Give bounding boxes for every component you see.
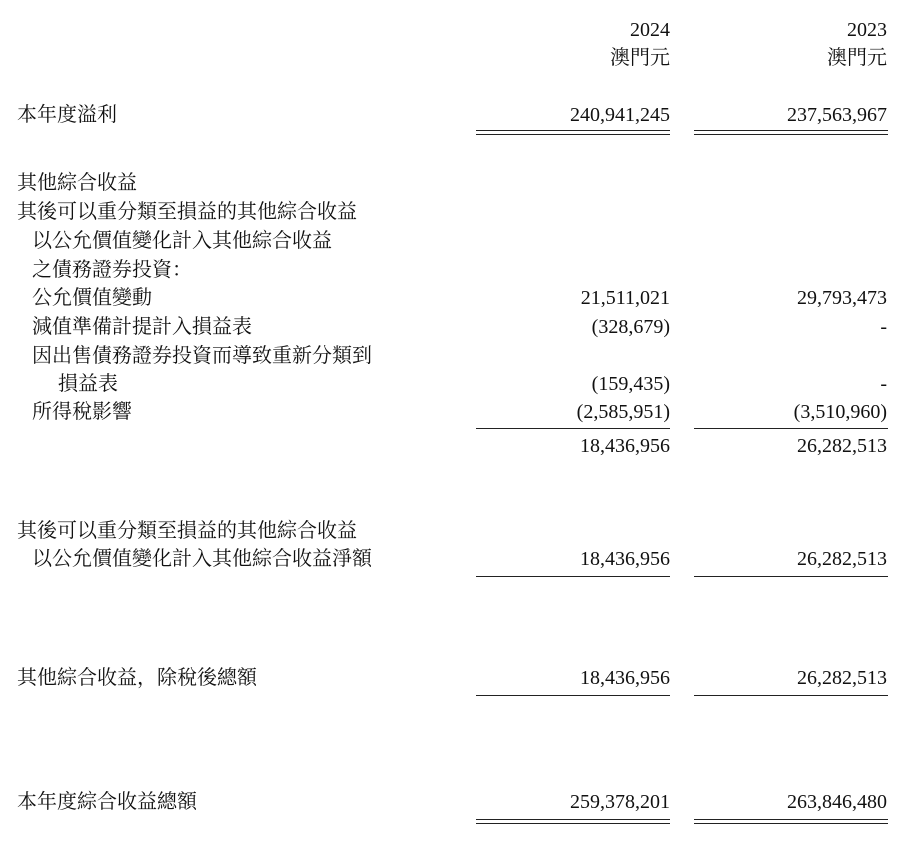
profit-rule-2023-b: [694, 134, 888, 135]
col-2023-unit: 澳門元: [827, 47, 887, 69]
oci-net-tax-2023: 26,282,513: [797, 667, 887, 689]
fv-change-2024: 21,511,021: [580, 287, 670, 309]
tax-2023: (3,510,960): [793, 401, 887, 423]
reclass-title: 其後可以重分類至損益的其他綜合收益: [17, 201, 357, 223]
total-ci-2024: 259,378,201: [570, 791, 670, 813]
reclass-sale-2023: -: [880, 373, 887, 395]
oci-net-tax-label: 其他綜合收益，除稅後總額: [17, 667, 257, 689]
subtotal-2024: 18,436,956: [580, 435, 670, 457]
profit-rule-2024-b: [476, 134, 670, 135]
net-reclass-label: 以公允價值變化計入其他綜合收益淨額: [32, 548, 372, 570]
oci-net-tax-2024: 18,436,956: [580, 667, 670, 689]
fvoci-line1: 以公允價值變化計入其他綜合收益: [32, 230, 332, 252]
total-ci-label: 本年度綜合收益總額: [17, 791, 197, 813]
col-2024-year: 2024: [630, 19, 670, 41]
impairment-label: 減值準備計提計入損益表: [32, 316, 252, 338]
fvoci-line2: 之債務證券投資：: [32, 259, 192, 281]
subtotal-rule-2023: [694, 428, 888, 429]
profit-label: 本年度溢利: [17, 104, 117, 126]
net-reclass-2023: 26,282,513: [797, 548, 887, 570]
oci-title: 其他綜合收益: [17, 172, 137, 194]
subtotal-rule-2024: [476, 428, 670, 429]
total-ci-rule-2023-a: [694, 819, 888, 820]
impairment-2023: -: [880, 316, 887, 338]
reclass-sale-2024: (159,435): [591, 373, 670, 395]
total-ci-2023: 263,846,480: [787, 791, 887, 813]
total-ci-rule-2023-b: [694, 823, 888, 824]
total-ci-rule-2024-a: [476, 819, 670, 820]
net-reclass-rule-2023: [694, 576, 888, 577]
reclass-sale-label: 損益表: [58, 373, 118, 395]
subtotal-2023: 26,282,513: [797, 435, 887, 457]
net-reclass-2024: 18,436,956: [580, 548, 670, 570]
tax-2024: (2,585,951): [576, 401, 670, 423]
oci-net-tax-rule-2023: [694, 695, 888, 696]
total-ci-rule-2024-b: [476, 823, 670, 824]
oci-net-tax-rule-2024: [476, 695, 670, 696]
profit-rule-2024-a: [476, 130, 670, 131]
net-reclass-rule-2024: [476, 576, 670, 577]
profit-2024: 240,941,245: [570, 104, 670, 126]
net-reclass-line1: 其後可以重分類至損益的其他綜合收益: [17, 520, 357, 542]
col-2023-year: 2023: [847, 19, 887, 41]
fv-change-label: 公允價值變動: [32, 287, 152, 309]
reclass-sale-line1: 因出售債務證券投資而導致重新分類到: [32, 345, 372, 367]
profit-rule-2023-a: [694, 130, 888, 131]
tax-label: 所得稅影響: [32, 401, 132, 423]
col-2024-unit: 澳門元: [610, 47, 670, 69]
impairment-2024: (328,679): [591, 316, 670, 338]
fv-change-2023: 29,793,473: [797, 287, 887, 309]
profit-2023: 237,563,967: [787, 104, 887, 126]
